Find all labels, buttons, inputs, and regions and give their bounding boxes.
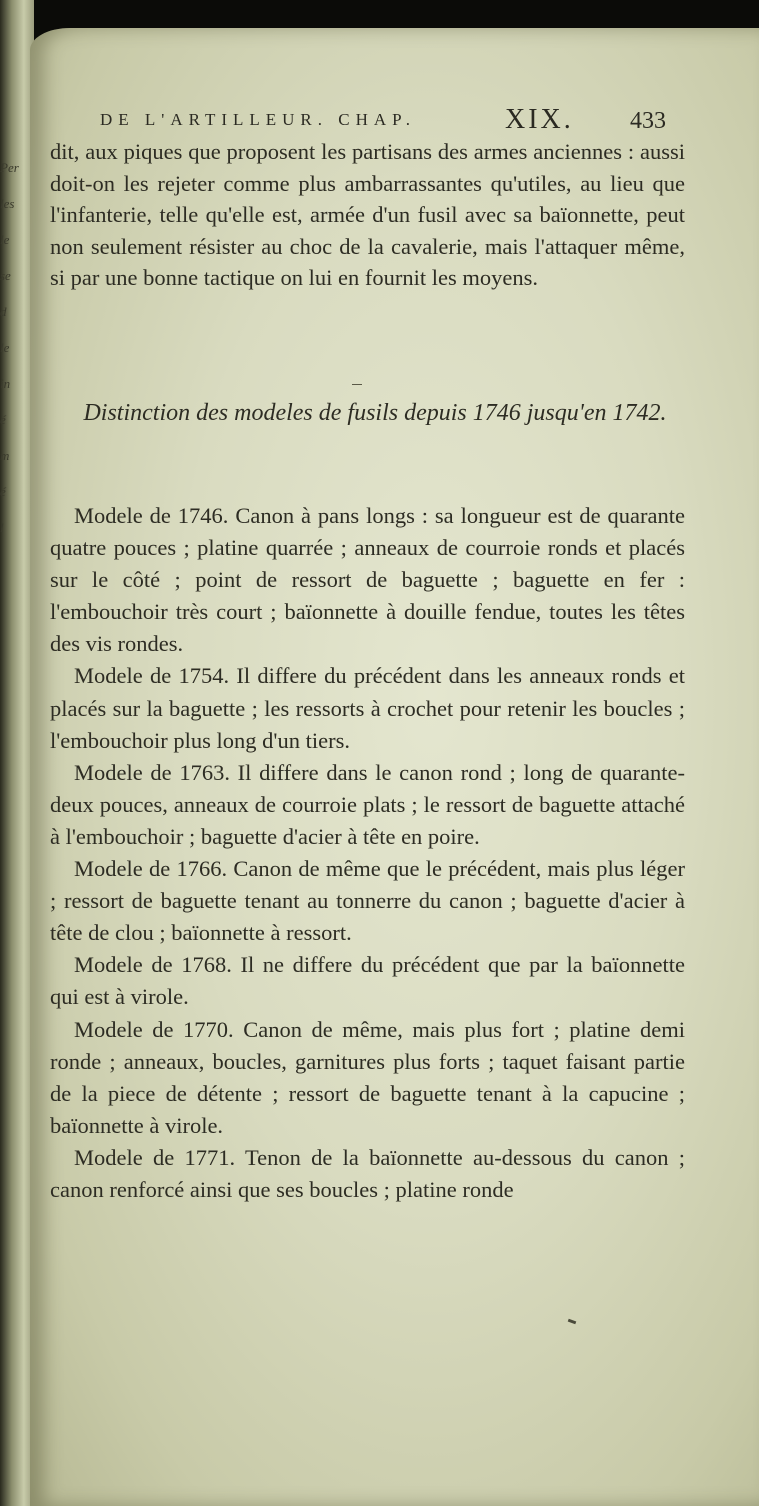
model-label: Modele de 1771. <box>74 1144 236 1170</box>
left-margin-fragment: in <box>0 376 11 391</box>
model-label: Modele de 1770. <box>74 1016 234 1042</box>
page-number: 433 <box>630 108 666 134</box>
page-header <box>100 104 700 138</box>
left-margin-fragment: Per <box>0 160 19 175</box>
model-description: Canon de même, mais plus fort ; platine demi ronde ; anneaux, boucles, garnitures plus forts ; taquet faisant partie de la piece de détente ; ressort de baguette tenant à la capucine ; baïonnette à virole. <box>50 1016 686 1138</box>
opening-paragraph: dit, aux piques que proposent les partisans des armes anciennes : aussi doit-on les rejeter comme plus ambarrassantes qu'utiles, au lieu que l'infanterie, telle qu'elle est, armée d'un fusil avec sa baïonnette, peut non seulement résister au choc de la cavalerie, mais l'attaquer même, si par une bonne tactique on lui en fournit les moyens. <box>50 139 685 290</box>
model-label: Modele de 1746. <box>74 503 229 528</box>
left-margin-fragment: les <box>0 196 15 211</box>
model-label: Modele de 1768. <box>74 952 232 978</box>
left-margin-fragment: m <box>0 448 10 463</box>
model-list <box>50 500 685 1206</box>
left-margin-fragment: é <box>0 412 6 427</box>
opening-paragraph-block <box>50 136 685 294</box>
running-head: DE L'ARTILLEUR. CHAP. <box>100 110 416 129</box>
section-heading: Distinction des modeles de fusils depuis 1746 jusqu'en 1742. <box>83 400 667 426</box>
left-margin-fragment: d <box>0 304 7 319</box>
model-label: Modele de 1763. <box>74 759 230 785</box>
model-label: Modele de 1766. <box>74 856 228 882</box>
model-label: Modele de 1754. <box>74 663 230 689</box>
model-description: Canon de même que le précédent, mais plus léger ; ressort de baguette tenant au tonnerre du canon ; baguette d'acier à tête de clou ; baïonnette à ressort. <box>50 856 686 946</box>
model-description: Il ne differe du précédent que par la baïonnette qui est à virole. <box>50 952 686 1010</box>
chapter-numeral: XIX. <box>505 104 574 135</box>
model-paragraph <box>50 1142 685 1206</box>
model-paragraph <box>50 1014 685 1142</box>
model-paragraph <box>50 500 685 660</box>
left-margin-fragment: le <box>0 340 10 355</box>
model-description: Il differe dans le canon rond ; long de quarante-deux pouces, anneaux de courroie plats ; le ressort de baguette attaché à l'embouchoir ; baguette d'acier à tête en poire. <box>50 759 686 849</box>
model-description: Tenon de la baïonnette au-dessous du canon ; canon renforcé ainsi que ses boucles ; platine ronde <box>50 1144 685 1202</box>
model-paragraph <box>50 757 685 853</box>
left-margin-fragment: é <box>0 484 6 499</box>
model-paragraph <box>50 853 685 949</box>
left-margin-fragment: le <box>0 232 10 247</box>
left-margin-fragment: se <box>0 268 11 283</box>
model-description: Canon à pans longs : sa longueur est de quarante quatre pouces ; platine quarrée ; anneaux de courroie ronds et placés sur le côté ; point de ressort de baguette ; baguette en fer : l'embouchoir très court ; baïonnette à douille fendue, toutes les têtes des vis rondes. <box>50 503 686 657</box>
section-divider <box>352 384 362 385</box>
left-margin-fragment: l <box>0 520 4 535</box>
model-paragraph <box>50 660 685 756</box>
left-margin-fragments <box>0 150 26 546</box>
model-description: Il differe du précédent dans les anneaux ronds et placés sur la baguette ; les ressorts à crochet pour retenir les boucles ; l'embouchoir plus long d'un tiers. <box>50 663 685 753</box>
model-paragraph <box>50 949 685 1013</box>
